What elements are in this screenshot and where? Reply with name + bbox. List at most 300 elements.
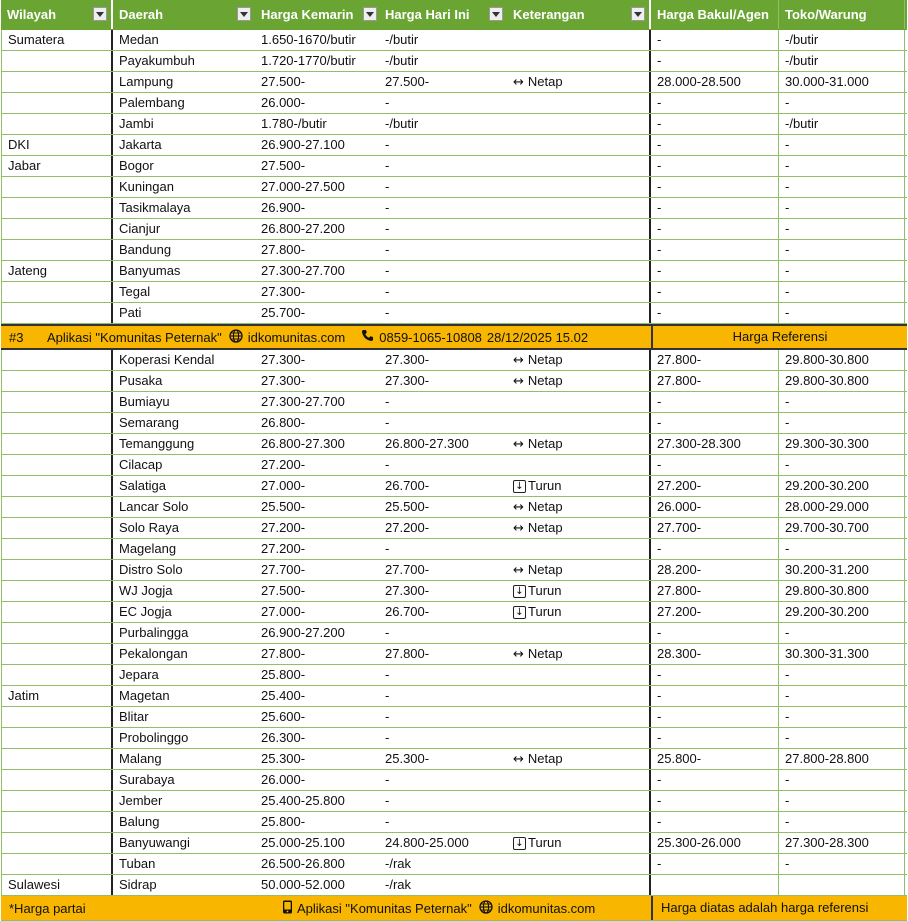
wilayah-cell[interactable] [1,581,113,601]
toko-warung-cell[interactable] [779,303,905,323]
harga-hari-ini-cell[interactable] [379,644,507,664]
daerah-cell[interactable] [113,350,255,370]
table-row [1,791,907,812]
harga-kemarin-cell-text: 26.900- [261,200,306,215]
daerah-cell[interactable] [113,497,255,517]
keterangan-cell[interactable] [507,93,651,113]
harga-hari-ini-cell[interactable] [379,413,507,433]
wilayah-cell[interactable] [1,518,113,538]
harga-bakul-cell[interactable] [651,770,779,790]
harga-hari-ini-cell[interactable] [379,371,507,391]
harga-bakul-cell[interactable] [651,51,779,71]
daerah-cell[interactable] [113,854,255,874]
filter-dropdown-icon[interactable] [489,7,503,21]
daerah-cell[interactable] [113,833,255,853]
keterangan-cell[interactable] [507,581,651,601]
harga-kemarin-cell[interactable] [255,93,379,113]
keterangan-cell[interactable] [507,51,651,71]
harga-bakul-cell[interactable] [651,875,779,895]
wilayah-cell[interactable] [1,392,113,412]
wilayah-cell[interactable] [1,51,113,71]
harga-bakul-cell[interactable] [651,350,779,370]
harga-hari-ini-cell[interactable] [379,198,507,218]
toko-warung-cell[interactable] [779,93,905,113]
harga-kemarin-cell[interactable] [255,392,379,412]
harga-bakul-cell[interactable] [651,282,779,302]
harga-hari-ini-cell[interactable] [379,749,507,769]
toko-warung-cell[interactable] [779,875,905,895]
harga-bakul-cell[interactable] [651,261,779,281]
harga-bakul-cell[interactable] [651,665,779,685]
harga-bakul-cell[interactable] [651,581,779,601]
harga-kemarin-cell[interactable] [255,114,379,134]
harga-hari-ini-cell[interactable] [379,455,507,475]
harga-hari-ini-cell[interactable] [379,93,507,113]
toko-warung-cell[interactable] [779,135,905,155]
daerah-cell[interactable] [113,560,255,580]
wilayah-cell[interactable] [1,455,113,475]
keterangan-cell[interactable] [507,560,651,580]
toko-warung-cell[interactable] [779,581,905,601]
harga-kemarin-cell[interactable] [255,749,379,769]
daerah-cell[interactable] [113,240,255,260]
harga-kemarin-cell[interactable] [255,644,379,664]
harga-hari-ini-cell[interactable] [379,518,507,538]
harga-kemarin-cell[interactable] [255,282,379,302]
keterangan-cell[interactable] [507,240,651,260]
wilayah-cell[interactable] [1,350,113,370]
daerah-cell[interactable] [113,623,255,643]
toko-warung-cell[interactable] [779,156,905,176]
keterangan-cell[interactable] [507,72,651,92]
keterangan-cell[interactable] [507,156,651,176]
keterangan-cell[interactable] [507,219,651,239]
harga-kemarin-cell[interactable] [255,455,379,475]
keterangan-cell[interactable] [507,770,651,790]
toko-warung-cell[interactable] [779,177,905,197]
harga-hari-ini-cell[interactable] [379,261,507,281]
harga-kemarin-cell[interactable] [255,177,379,197]
toko-warung-cell[interactable] [779,665,905,685]
keterangan-cell[interactable] [507,539,651,559]
keterangan-cell[interactable] [507,303,651,323]
toko-warung-cell[interactable] [779,686,905,706]
harga-bakul-cell[interactable] [651,177,779,197]
harga-kemarin-cell[interactable] [255,833,379,853]
harga-hari-ini-cell[interactable] [379,497,507,517]
harga-kemarin-cell[interactable] [255,686,379,706]
wilayah-cell[interactable] [1,93,113,113]
keterangan-cell[interactable] [507,114,651,134]
harga-hari-ini-cell[interactable] [379,602,507,622]
wilayah-cell[interactable] [1,749,113,769]
keterangan-cell[interactable] [507,518,651,538]
harga-bakul-cell[interactable] [651,371,779,391]
harga-hari-ini-cell[interactable] [379,434,507,454]
wilayah-cell[interactable] [1,30,113,50]
daerah-cell[interactable] [113,455,255,475]
daerah-cell[interactable] [113,371,255,391]
keterangan-cell[interactable] [507,350,651,370]
filter-dropdown-icon[interactable] [631,7,645,21]
harga-kemarin-cell[interactable] [255,581,379,601]
harga-bakul-cell[interactable] [651,749,779,769]
table-row [1,497,907,518]
daerah-cell-text: Lampung [119,74,174,89]
harga-kemarin-cell[interactable] [255,413,379,433]
toko-warung-cell[interactable] [779,833,905,853]
wilayah-cell[interactable] [1,791,113,811]
daerah-cell[interactable] [113,30,255,50]
toko-warung-cell[interactable] [779,854,905,874]
harga-kemarin-cell[interactable] [255,539,379,559]
toko-warung-cell[interactable] [779,812,905,832]
harga-hari-ini-cell-text: -/butir [385,116,419,131]
wilayah-cell[interactable] [1,114,113,134]
harga-hari-ini-cell[interactable] [379,581,507,601]
harga-kemarin-cell[interactable] [255,560,379,580]
toko-warung-cell[interactable] [779,282,905,302]
toko-warung-cell[interactable] [779,413,905,433]
harga-kemarin-cell[interactable] [255,72,379,92]
harga-kemarin-cell[interactable] [255,623,379,643]
toko-warung-cell[interactable] [779,350,905,370]
harga-hari-ini-cell[interactable] [379,728,507,748]
harga-hari-ini-cell[interactable] [379,303,507,323]
harga-kemarin-cell[interactable] [255,371,379,391]
wilayah-cell[interactable] [1,665,113,685]
daerah-cell[interactable] [113,770,255,790]
harga-bakul-cell[interactable] [651,413,779,433]
wilayah-cell[interactable] [1,156,113,176]
wilayah-cell[interactable] [1,135,113,155]
harga-hari-ini-cell[interactable] [379,623,507,643]
harga-hari-ini-cell[interactable] [379,770,507,790]
harga-hari-ini-cell[interactable] [379,854,507,874]
toko-warung-cell[interactable] [779,72,905,92]
daerah-cell-text: Pekalongan [119,646,188,661]
toko-warung-cell[interactable] [779,240,905,260]
harga-hari-ini-cell[interactable] [379,177,507,197]
harga-kemarin-cell[interactable] [255,156,379,176]
harga-kemarin-cell[interactable] [255,51,379,71]
wilayah-cell[interactable] [1,770,113,790]
daerah-cell[interactable] [113,135,255,155]
harga-bakul-cell[interactable] [651,602,779,622]
wilayah-cell[interactable] [1,539,113,559]
keterangan-cell[interactable] [507,413,651,433]
harga-bakul-cell[interactable] [651,114,779,134]
harga-bakul-cell[interactable] [651,539,779,559]
toko-warung-cell[interactable] [779,749,905,769]
daerah-cell[interactable] [113,686,255,706]
harga-bakul-cell[interactable] [651,497,779,517]
keterangan-cell[interactable] [507,854,651,874]
harga-bakul-cell[interactable] [651,854,779,874]
wilayah-cell[interactable] [1,560,113,580]
wilayah-cell[interactable] [1,686,113,706]
harga-hari-ini-cell[interactable] [379,875,507,895]
keterangan-cell[interactable] [507,791,651,811]
harga-kemarin-cell[interactable] [255,518,379,538]
wilayah-cell[interactable] [1,413,113,433]
table-row [1,371,907,392]
harga-bakul-cell[interactable] [651,30,779,50]
keterangan-cell[interactable] [507,497,651,517]
harga-bakul-cell[interactable] [651,392,779,412]
harga-hari-ini-cell[interactable] [379,539,507,559]
harga-bakul-cell[interactable] [651,476,779,496]
harga-hari-ini-cell[interactable] [379,350,507,370]
harga-hari-ini-cell[interactable] [379,135,507,155]
harga-bakul-cell[interactable] [651,93,779,113]
daerah-cell[interactable] [113,665,255,685]
harga-kemarin-cell-text: 26.800- [261,415,306,430]
keterangan-cell[interactable] [507,644,651,664]
harga-bakul-cell[interactable] [651,198,779,218]
daerah-cell[interactable] [113,875,255,895]
harga-hari-ini-cell[interactable] [379,156,507,176]
harga-kemarin-cell[interactable] [255,602,379,622]
harga-kemarin-cell[interactable] [255,665,379,685]
daerah-cell[interactable] [113,749,255,769]
wilayah-cell[interactable] [1,261,113,281]
harga-bakul-cell[interactable] [651,434,779,454]
harga-hari-ini-cell[interactable] [379,114,507,134]
wilayah-cell[interactable] [1,72,113,92]
toko-warung-cell[interactable] [779,455,905,475]
keterangan-cell[interactable] [507,875,651,895]
harga-bakul-cell[interactable] [651,728,779,748]
daerah-cell[interactable] [113,791,255,811]
wilayah-cell[interactable] [1,707,113,727]
harga-kemarin-cell[interactable] [255,497,379,517]
toko-warung-cell[interactable] [779,392,905,412]
keterangan-cell[interactable] [507,812,651,832]
keterangan-cell[interactable] [507,749,651,769]
harga-kemarin-cell[interactable] [255,791,379,811]
col-toko-label: Toko/Warung [785,7,867,22]
keterangan-cell[interactable] [507,707,651,727]
harga-hari-ini-cell[interactable] [379,665,507,685]
harga-hari-ini-cell[interactable] [379,51,507,71]
daerah-cell[interactable] [113,581,255,601]
daerah-cell[interactable] [113,707,255,727]
keterangan-cell[interactable] [507,261,651,281]
harga-hari-ini-cell[interactable] [379,707,507,727]
harga-kemarin-cell[interactable] [255,135,379,155]
harga-hari-ini-cell[interactable] [379,791,507,811]
harga-bakul-cell[interactable] [651,644,779,664]
keterangan-cell[interactable] [507,476,651,496]
toko-warung-cell[interactable] [779,518,905,538]
keterangan-cell[interactable] [507,371,651,391]
wilayah-cell[interactable] [1,728,113,748]
toko-warung-cell[interactable] [779,476,905,496]
toko-warung-cell[interactable] [779,219,905,239]
toko-warung-cell[interactable] [779,791,905,811]
keterangan-cell[interactable] [507,455,651,475]
harga-bakul-cell[interactable] [651,135,779,155]
daerah-cell[interactable] [113,261,255,281]
harga-kemarin-cell[interactable] [255,476,379,496]
daerah-cell[interactable] [113,177,255,197]
daerah-cell[interactable] [113,282,255,302]
harga-kemarin-cell[interactable] [255,261,379,281]
daerah-cell[interactable] [113,392,255,412]
harga-hari-ini-cell[interactable] [379,686,507,706]
daerah-cell[interactable] [113,93,255,113]
wilayah-cell-text: Jabar [8,158,41,173]
filter-dropdown-icon[interactable] [237,7,251,21]
daerah-cell[interactable] [113,812,255,832]
harga-kemarin-cell[interactable] [255,854,379,874]
harga-bakul-cell[interactable] [651,455,779,475]
keterangan-cell[interactable] [507,623,651,643]
daerah-cell[interactable] [113,413,255,433]
toko-warung-cell[interactable] [779,728,905,748]
harga-bakul-cell[interactable] [651,518,779,538]
harga-hari-ini-cell[interactable] [379,833,507,853]
harga-bakul-cell[interactable] [651,707,779,727]
toko-warung-cell[interactable] [779,560,905,580]
keterangan-cell[interactable] [507,282,651,302]
keterangan-cell[interactable] [507,833,651,853]
harga-kemarin-cell[interactable] [255,240,379,260]
harga-hari-ini-cell[interactable] [379,392,507,412]
daerah-cell[interactable] [113,51,255,71]
daerah-cell[interactable] [113,644,255,664]
wilayah-cell[interactable] [1,854,113,874]
toko-warung-cell[interactable] [779,198,905,218]
filter-dropdown-icon[interactable] [93,7,107,21]
toko-warung-cell[interactable] [779,770,905,790]
toko-warung-cell-text: - [785,263,790,278]
wilayah-cell[interactable] [1,198,113,218]
keterangan-cell[interactable] [507,728,651,748]
harga-kemarin-cell[interactable] [255,350,379,370]
harga-hari-ini-cell[interactable] [379,219,507,239]
daerah-cell[interactable] [113,518,255,538]
wilayah-cell[interactable] [1,476,113,496]
daerah-cell[interactable] [113,602,255,622]
toko-warung-cell[interactable] [779,371,905,391]
harga-hari-ini-cell[interactable] [379,476,507,496]
daerah-cell[interactable] [113,539,255,559]
harga-bakul-cell[interactable] [651,560,779,580]
harga-hari-ini-cell[interactable] [379,72,507,92]
harga-hari-ini-cell[interactable] [379,282,507,302]
daerah-cell[interactable] [113,219,255,239]
harga-bakul-cell[interactable] [651,156,779,176]
toko-warung-cell[interactable] [779,30,905,50]
keterangan-cell[interactable] [507,177,651,197]
harga-kemarin-cell[interactable] [255,303,379,323]
keterangan-cell[interactable] [507,602,651,622]
wilayah-cell[interactable] [1,282,113,302]
wilayah-cell[interactable] [1,812,113,832]
toko-warung-cell[interactable] [779,539,905,559]
wilayah-cell[interactable] [1,644,113,664]
harga-hari-ini-cell[interactable] [379,812,507,832]
toko-warung-cell[interactable] [779,707,905,727]
wilayah-cell[interactable] [1,371,113,391]
daerah-cell[interactable] [113,114,255,134]
harga-kemarin-cell[interactable] [255,30,379,50]
wilayah-cell[interactable] [1,240,113,260]
harga-bakul-cell[interactable] [651,240,779,260]
keterangan-cell[interactable] [507,198,651,218]
harga-bakul-cell[interactable] [651,623,779,643]
harga-bakul-cell[interactable] [651,791,779,811]
harga-kemarin-cell[interactable] [255,728,379,748]
harga-kemarin-cell[interactable] [255,770,379,790]
toko-warung-cell[interactable] [779,497,905,517]
harga-kemarin-cell[interactable] [255,812,379,832]
wilayah-cell[interactable] [1,623,113,643]
wilayah-cell[interactable] [1,219,113,239]
wilayah-cell[interactable] [1,833,113,853]
toko-warung-cell[interactable] [779,114,905,134]
toko-warung-cell-text: - [785,179,790,194]
filter-dropdown-icon[interactable] [363,7,377,21]
wilayah-cell[interactable] [1,875,113,895]
harga-bakul-cell[interactable] [651,303,779,323]
daerah-cell[interactable] [113,156,255,176]
harga-kemarin-cell[interactable] [255,434,379,454]
harga-bakul-cell[interactable] [651,812,779,832]
wilayah-cell[interactable] [1,602,113,622]
harga-kemarin-cell[interactable] [255,198,379,218]
keterangan-cell[interactable] [507,665,651,685]
banner-website-link[interactable]: idkomunitas.com [247,329,346,345]
harga-kemarin-cell[interactable] [255,875,379,895]
harga-hari-ini-cell[interactable] [379,240,507,260]
harga-bakul-cell[interactable] [651,833,779,853]
toko-warung-cell[interactable] [779,602,905,622]
daerah-cell[interactable] [113,303,255,323]
harga-bakul-cell[interactable] [651,219,779,239]
toko-warung-cell[interactable] [779,434,905,454]
keterangan-cell[interactable] [507,392,651,412]
toko-warung-cell[interactable] [779,644,905,664]
daerah-cell[interactable] [113,434,255,454]
keterangan-cell[interactable] [507,135,651,155]
daerah-cell[interactable] [113,476,255,496]
daerah-cell-text: Pati [119,305,142,320]
keterangan-cell[interactable] [507,686,651,706]
harga-hari-ini-cell[interactable] [379,30,507,50]
harga-bakul-cell[interactable] [651,686,779,706]
harga-kemarin-cell[interactable] [255,219,379,239]
daerah-cell[interactable] [113,72,255,92]
wilayah-cell[interactable] [1,303,113,323]
toko-warung-cell[interactable] [779,623,905,643]
keterangan-cell[interactable] [507,434,651,454]
toko-warung-cell[interactable] [779,261,905,281]
wilayah-cell[interactable] [1,434,113,454]
toko-warung-cell[interactable] [779,51,905,71]
wilayah-cell[interactable] [1,177,113,197]
harga-kemarin-cell[interactable] [255,707,379,727]
daerah-cell[interactable] [113,198,255,218]
footer-website-link[interactable]: idkomunitas.com [497,900,596,916]
harga-hari-ini-cell[interactable] [379,560,507,580]
harga-bakul-cell[interactable] [651,72,779,92]
keterangan-cell[interactable] [507,30,651,50]
wilayah-cell[interactable] [1,497,113,517]
daerah-cell[interactable] [113,728,255,748]
